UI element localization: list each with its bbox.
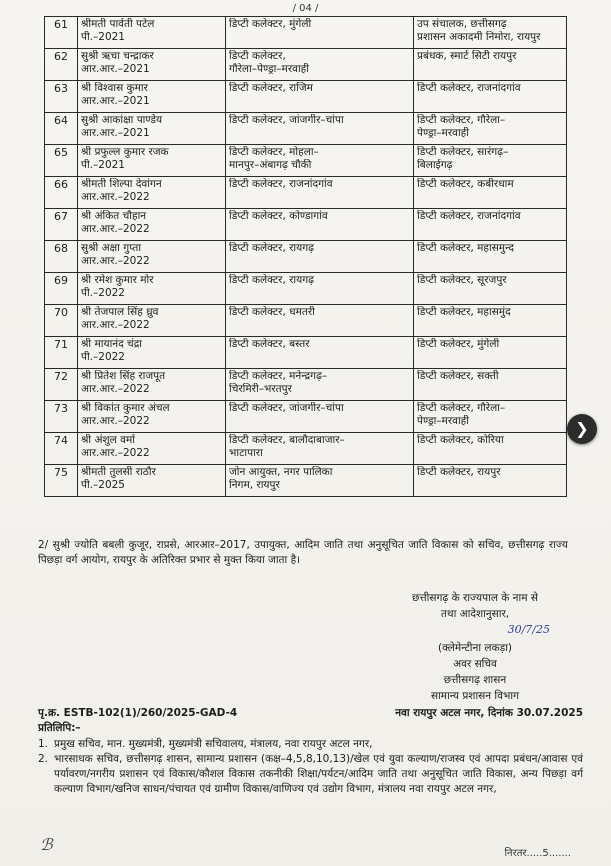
signature-date: 30/7/25: [507, 623, 550, 636]
signatory-name: (क्लेमेन्टीना लकड़ा): [437, 642, 513, 654]
officer-cell: [78, 49, 226, 81]
signature-authority-line: छत्तीसगढ़ के राज्यपाल के नाम से: [412, 592, 538, 604]
officer-name: श्री रमेश कुमार मोर: [81, 274, 154, 286]
table-row: [45, 81, 567, 113]
current-post-line-1: जोन आयुक्त, नगर पालिका: [229, 466, 333, 478]
signature-block: [360, 590, 590, 704]
current-post-line-1: डिप्टी कलेक्टर, बस्तर: [229, 338, 310, 350]
officer-cell: [78, 465, 226, 497]
table-row: [45, 241, 567, 273]
serial-cell: [45, 241, 78, 273]
officer-cell: [78, 177, 226, 209]
transfer-table-body: [45, 17, 567, 497]
new-post-line-2: पेण्ड्रा–मरवाही: [417, 127, 469, 139]
officer-cell: [78, 305, 226, 337]
current-post-line-2: चिरमिरी–भरतपुर: [229, 383, 292, 395]
new-post-line-1: डिप्टी कलेक्टर, रायपुर: [417, 466, 501, 478]
signatory-department: सामान्य प्रशासन विभाग: [430, 690, 519, 702]
current-post-cell: [226, 17, 414, 49]
serial-number: 68: [54, 242, 68, 255]
list-item: [38, 752, 583, 797]
serial-number: 67: [54, 210, 68, 223]
officer-name: श्री अंकित चौहान: [81, 210, 147, 222]
initial-mark: ℬ: [40, 835, 53, 854]
officer-name: श्रीमती पार्वती पटेल: [81, 18, 155, 30]
serial-number: 75: [54, 466, 68, 479]
officer-cell: [78, 241, 226, 273]
serial-cell: [45, 273, 78, 305]
copy-recipient: प्रमुख सचिव, मान. मुख्यमंत्री, मुख्यमंत्री सचिवालय, मंत्रालय, नवा रायपुर अटल नगर,: [54, 738, 373, 750]
new-post-cell: [414, 465, 567, 497]
officer-name: श्री प्रफुल्ल कुमार रजक: [81, 146, 169, 158]
officer-batch: आर.आर.–2021: [81, 63, 150, 75]
serial-cell: [45, 49, 78, 81]
officer-batch: पी.–2021: [81, 159, 125, 171]
officer-batch: आर.आर.–2022: [81, 223, 150, 235]
officer-batch: आर.आर.–2021: [81, 127, 150, 139]
serial-number: 62: [54, 50, 68, 63]
new-post-cell: [414, 337, 567, 369]
new-post-line-1: डिप्टी कलेक्टर, सारंगढ़–: [417, 146, 509, 158]
current-post-cell: [226, 465, 414, 497]
officer-cell: [78, 145, 226, 177]
current-post-cell: [226, 369, 414, 401]
table-row: [45, 177, 567, 209]
current-post-line-1: डिप्टी कलेक्टर, राजनांदगांव: [229, 178, 333, 190]
serial-cell: [45, 81, 78, 113]
officer-name: श्री मायानंद चंद्रा: [81, 338, 143, 350]
serial-cell: [45, 177, 78, 209]
new-post-line-1: डिप्टी कलेक्टर, महासमुन्द: [417, 242, 514, 254]
new-post-line-1: डिप्टी कलेक्टर, गौरेला–: [417, 114, 506, 126]
serial-number: 73: [54, 402, 68, 415]
serial-number: 63: [54, 82, 68, 95]
officer-batch: पी.–2022: [81, 351, 125, 363]
current-post-cell: [226, 177, 414, 209]
serial-cell: [45, 113, 78, 145]
serial-number: 71: [54, 338, 68, 351]
new-post-cell: [414, 145, 567, 177]
new-post-cell: [414, 401, 567, 433]
table-row: [45, 145, 567, 177]
serial-number: 61: [54, 18, 68, 31]
new-post-cell: [414, 177, 567, 209]
officer-name: श्री प्रितेश सिंह राजपूत: [81, 370, 166, 382]
serial-cell: [45, 209, 78, 241]
current-post-cell: [226, 49, 414, 81]
new-post-line-1: डिप्टी कलेक्टर, राजनांदगांव: [417, 210, 521, 222]
serial-number: 72: [54, 370, 68, 383]
new-post-cell: [414, 81, 567, 113]
officer-name: श्री तेजपाल सिंह ध्रुव: [81, 306, 159, 318]
current-post-line-1: डिप्टी कलेक्टर, रायगढ़: [229, 274, 315, 286]
new-post-line-1: उप संचालक, छत्तीसगढ़: [417, 18, 507, 30]
signatory-government: छत्तीसगढ़ शासन: [443, 674, 507, 686]
officer-batch: पी.–2025: [81, 479, 125, 491]
current-post-line-1: डिप्टी कलेक्टर, जांजगीर–चांपा: [229, 114, 344, 126]
serial-number: 69: [54, 274, 68, 287]
current-post-cell: [226, 209, 414, 241]
serial-number: 66: [54, 178, 68, 191]
table-row: [45, 337, 567, 369]
copy-recipient: भारसाधक सचिव, छत्तीसगढ़ शासन, सामान्य प्रशासन (कक्ष–4,5,8,10,13)/खेल एवं युवा कल्याण/राजस्व एवं आपदा प्रबंधन/आवास एवं पर्यावरण/नगरीय प्रशासन एवं विकास/कौशल विकास तकनीकी शिक्षा/पर्यटन/आदिम जाति तथा अनुसूचित जाति विकास, अन्य पिछड़ा वर्ग कल्याण विभाग/खनिज साधन/पंचायत एवं ग्रामीण विकास/वाणिज्य एवं उद्योग विभाग, मंत्रालय नवा रायपुर अटल नगर,: [54, 753, 583, 795]
officer-cell: [78, 273, 226, 305]
current-post-line-1: डिप्टी कलेक्टर, मुंगेली: [229, 18, 312, 30]
copy-number: 1.: [38, 738, 49, 750]
handwritten-signature: [360, 622, 590, 640]
current-post-cell: [226, 305, 414, 337]
officer-batch: पी.–2022: [81, 287, 125, 299]
officer-batch: आर.आर.–2022: [81, 383, 150, 395]
current-post-line-1: डिप्टी कलेक्टर, जांजगीर–चांपा: [229, 402, 344, 414]
officer-batch: आर.आर.–2021: [81, 95, 150, 107]
table-row: [45, 113, 567, 145]
current-post-line-2: गौरेला–पेण्ड्रा–मरवाही: [229, 63, 309, 75]
serial-cell: [45, 401, 78, 433]
table-row: [45, 401, 567, 433]
table-row: [45, 433, 567, 465]
current-post-cell: [226, 145, 414, 177]
officer-batch: पी.–2021: [81, 31, 125, 43]
new-post-line-1: डिप्टी कलेक्टर, सूरजपुर: [417, 274, 507, 286]
new-post-line-1: डिप्टी कलेक्टर, कबीरधाम: [417, 178, 514, 190]
serial-cell: [45, 305, 78, 337]
current-post-cell: [226, 273, 414, 305]
table-row: [45, 305, 567, 337]
new-post-cell: [414, 209, 567, 241]
officer-batch: आर.आर.–2022: [81, 415, 150, 427]
new-post-line-1: डिप्टी कलेक्टर, मुंगेली: [417, 338, 500, 350]
officer-batch: आर.आर.–2022: [81, 447, 150, 459]
serial-cell: [45, 145, 78, 177]
signatory-designation: अवर सचिव: [453, 658, 497, 670]
current-post-cell: [226, 337, 414, 369]
new-post-cell: [414, 273, 567, 305]
officer-batch: आर.आर.–2022: [81, 191, 150, 203]
chevron-right-icon[interactable]: ❯: [567, 414, 597, 444]
serial-cell: [45, 369, 78, 401]
new-post-cell: [414, 433, 567, 465]
table-row: [45, 17, 567, 49]
officer-batch: आर.आर.–2022: [81, 255, 150, 267]
current-post-cell: [226, 401, 414, 433]
paragraph-2: 2/ सुश्री ज्योति बबली कुजूर, राप्रसे, आरआर–2017, उपायुक्त, आदिम जाति तथा अनुसूचित जाति विकास को सचिव, छत्तीसगढ़ राज्य पिछड़ा वर्ग आयोग, रायपुर के अतिरिक्त प्रभार से मुक्त किया जाता है।: [38, 539, 568, 566]
new-post-cell: [414, 241, 567, 273]
officer-name: श्री विकांत कुमार अंचल: [81, 402, 170, 414]
serial-cell: [45, 337, 78, 369]
current-post-cell: [226, 81, 414, 113]
officer-name: श्री विश्वास कुमार: [81, 82, 148, 94]
serial-cell: [45, 465, 78, 497]
serial-number: 65: [54, 146, 68, 159]
new-post-line-1: डिप्टी कलेक्टर, महासमुंद: [417, 306, 511, 318]
current-post-line-1: डिप्टी कलेक्टर, कोण्डागांव: [229, 210, 328, 222]
new-post-line-1: प्रबंधक, स्मार्ट सिटी रायपुर: [417, 50, 517, 62]
officer-cell: [78, 369, 226, 401]
place-date: नवा रायपुर अटल नगर, दिनांक 30.07.2025: [395, 707, 583, 719]
officer-cell: [78, 17, 226, 49]
new-post-line-2: पेण्ड्रा–मरवाही: [417, 415, 469, 427]
officer-cell: [78, 113, 226, 145]
current-post-line-1: डिप्टी कलेक्टर, मोहला–: [229, 146, 319, 158]
current-post-line-1: डिप्टी कलेक्टर, रायगढ़: [229, 242, 315, 254]
serial-number: 64: [54, 114, 68, 127]
copy-list: [38, 737, 583, 797]
new-post-cell: [414, 49, 567, 81]
copy-number: 2.: [38, 753, 49, 765]
new-post-line-1: डिप्टी कलेक्टर, गौरेला–: [417, 402, 506, 414]
officer-cell: [78, 433, 226, 465]
officer-cell: [78, 401, 226, 433]
serial-cell: [45, 17, 78, 49]
serial-number: 74: [54, 434, 68, 447]
new-post-line-2: बिलाईगढ़: [417, 159, 453, 171]
current-post-cell: [226, 113, 414, 145]
continued-mark: निरतर.....5.......: [504, 848, 571, 859]
list-item: [38, 737, 583, 752]
copy-to-label: प्रतिलिपि:–: [38, 722, 81, 734]
current-post-line-1: डिप्टी कलेक्टर, धमतरी: [229, 306, 315, 318]
officer-name: सुश्री अक्षा गुप्ता: [81, 242, 142, 254]
officer-cell: [78, 337, 226, 369]
current-post-line-2: मानपुर–अंबागढ़ चौकी: [229, 159, 312, 171]
serial-number: 70: [54, 306, 68, 319]
table-row: [45, 49, 567, 81]
reference-number: पृ.क्र. ESTB-102(1)/260/2025-GAD-4: [38, 707, 238, 719]
current-post-line-1: डिप्टी कलेक्टर, मनेन्द्रगढ़–: [229, 370, 328, 382]
officer-name: श्रीमती तुलसी राठौर: [81, 466, 156, 478]
new-post-cell: [414, 17, 567, 49]
officer-cell: [78, 209, 226, 241]
new-post-cell: [414, 305, 567, 337]
current-post-line-2: निगम, रायपुर: [229, 479, 280, 491]
current-post-line-1: डिप्टी कलेक्टर,: [229, 50, 286, 62]
officer-batch: आर.आर.–2022: [81, 319, 150, 331]
new-post-line-2: प्रशासन अकादमी निमोरा, रायपुर: [417, 31, 541, 43]
current-post-line-1: डिप्टी कलेक्टर, राजिम: [229, 82, 313, 94]
officer-name: सुश्री आकांक्षा पाण्डेय: [81, 114, 163, 126]
current-post-cell: [226, 433, 414, 465]
serial-cell: [45, 433, 78, 465]
new-post-line-1: डिप्टी कलेक्टर, राजनांदगांव: [417, 82, 521, 94]
table-row: [45, 209, 567, 241]
signature-order-line: तथा आदेशानुसार,: [440, 608, 510, 620]
new-post-line-1: डिप्टी कलेक्टर, सक्ती: [417, 370, 499, 382]
page-number: / 04 /: [292, 3, 319, 14]
transfer-table: [44, 16, 567, 497]
table-row: [45, 369, 567, 401]
new-post-cell: [414, 369, 567, 401]
new-post-cell: [414, 113, 567, 145]
new-post-line-1: डिप्टी कलेक्टर, कोरिया: [417, 434, 504, 446]
table-row: [45, 465, 567, 497]
officer-name: श्री अंशुल वर्मा: [81, 434, 135, 446]
table-row: [45, 273, 567, 305]
current-post-line-1: डिप्टी कलेक्टर, बालौदाबाजार–: [229, 434, 345, 446]
officer-cell: [78, 81, 226, 113]
officer-name: श्रीमती शिल्पा देवांगन: [81, 178, 162, 190]
officer-name: सुश्री ऋचा चन्द्राकर: [81, 50, 154, 62]
current-post-line-2: भाटापारा: [229, 447, 263, 459]
current-post-cell: [226, 241, 414, 273]
